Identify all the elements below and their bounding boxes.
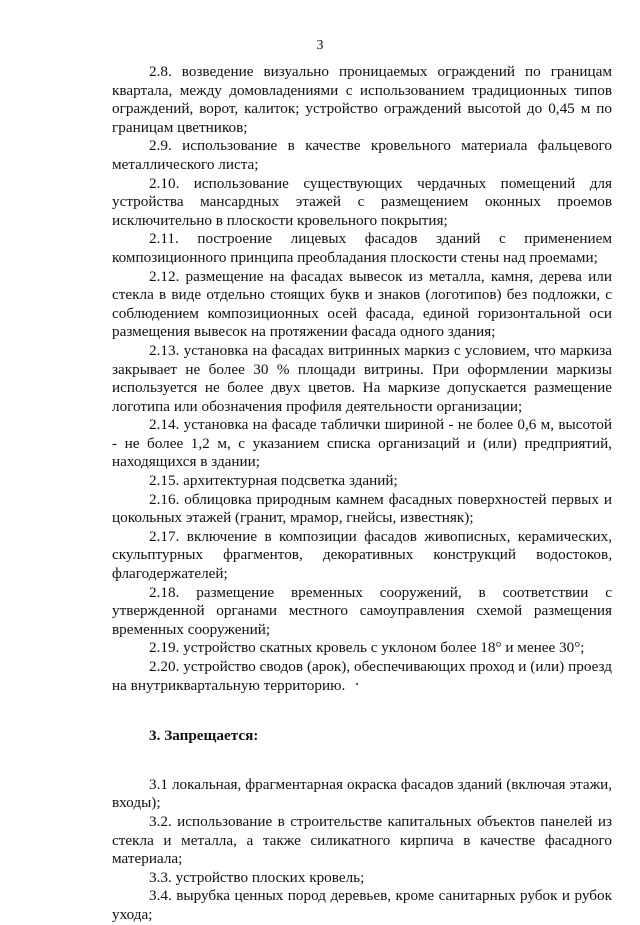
page-number: 3	[316, 38, 324, 53]
scan-artifact	[356, 683, 358, 685]
section-3-heading: 3. Запрещается:	[149, 727, 259, 745]
clause-2-9: 2.9. использование в качестве кровельного материала фальцевого металлического листа;	[112, 137, 612, 173]
clause-2-18: 2.18. размещение временных сооружений, в соответствии с утвержденной органами местного самоуправления схемой размещения временных сооружений;	[112, 583, 612, 638]
clause-3-1: 3.1 локальная, фрагментарная окраска фасадов зданий (включая этажи, входы);	[112, 775, 612, 812]
clause-2-12: 2.12. размещение на фасадах вывесок из металла, камня, дерева или стекла в виде отдельно стоящих букв и знаков (логотипов) без подложки, с соблюдением композиционных осей фасада, единой горизонтальной оси размещения вывесок на протяжении фасада одного здания;	[112, 267, 612, 341]
clause-2-16: 2.16. облицовка природным камнем фасадных поверхностей первых и цокольных этажей (гранит, мрамор, гнейсы, известняк);	[112, 490, 612, 527]
document-body	[112, 63, 612, 925]
clause-2-20: 2.20. устройство сводов (арок), обеспечивающих проход и (или) проезд на внутриквартальную территорию.	[112, 658, 612, 694]
clause-3-2: 3.2. использование в строительстве капитальных объектов панелей из стекла и металла, а также силикатного кирпича в качестве фасадного материала;	[112, 812, 612, 868]
clause-3-3: 3.3. устройство плоских кровель;	[149, 868, 365, 886]
clause-2-14: 2.14. установка на фасаде таблички шириной - не более 0,6 м, высотой - не более 1,2 м, с указанием списка организаций и (или) предприятий, находящихся в здании;	[112, 416, 612, 471]
clause-2-11: 2.11. построение лицевых фасадов зданий с применением композиционного принципа преобладания плоскости стены над проемами;	[112, 230, 612, 266]
clause-2-15: 2.15. архитектурная подсветка зданий;	[149, 472, 398, 490]
clause-2-8: 2.8. возведение визуально проницаемых ограждений по границам квартала, между домовладениями с использованием традиционных типов ограждений, ворот, калиток; устройство ограждений высотой до 0,45 м по границам цветников;	[112, 63, 612, 136]
clause-2-13: 2.13. установка на фасадах витринных маркиз с условием, что маркиза закрывает не более 30 % площади витрины. При оформлении маркизы используется не более двух цветов. На маркизе допускается размещение логотипа или обозначения профиля деятельности организации;	[112, 341, 612, 415]
clause-2-17: 2.17. включение в композиции фасадов живописных, керамических, скульптурных фрагментов, декоративных конструкций водостоков, флагодержателей;	[112, 527, 612, 583]
clause-2-19: 2.19. устройство скатных кровель с уклоном более 18° и менее 30°;	[149, 639, 585, 657]
clause-3-4: 3.4. вырубка ценных пород деревьев, кроме санитарных рубок и рубок ухода;	[112, 887, 612, 923]
clause-2-10: 2.10. использование существующих чердачных помещений для устройства мансардных этажей с размещением оконных проемов исключительно в плоскости кровельного покрытия;	[112, 174, 612, 229]
